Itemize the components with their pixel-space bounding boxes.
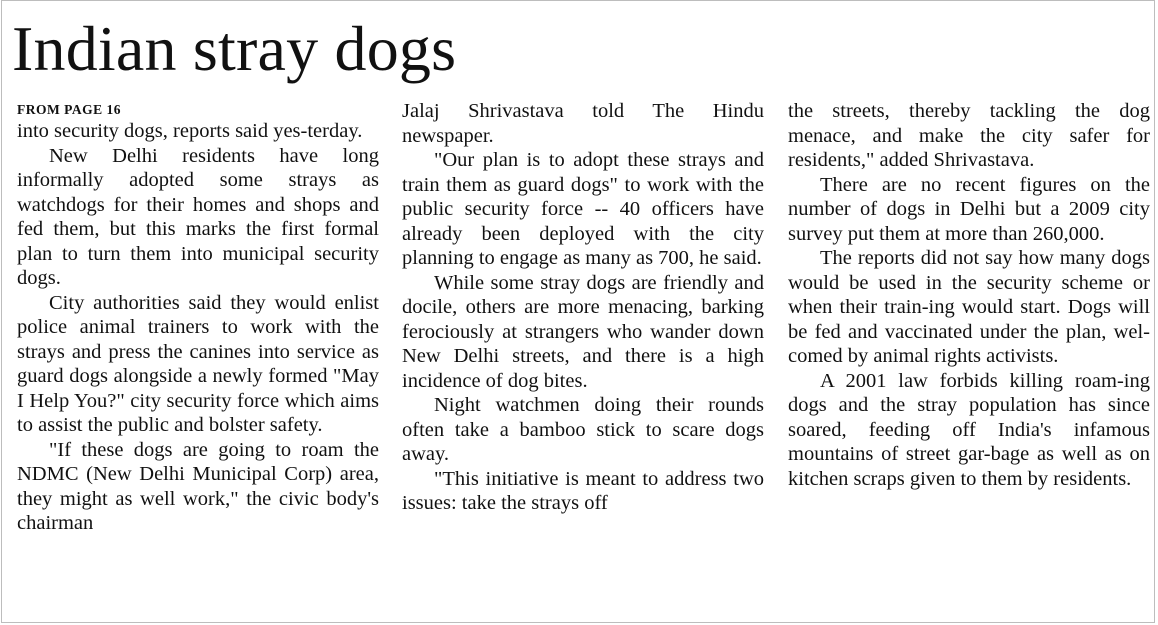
article-column-3 [788,99,1150,491]
paragraph: A 2001 law forbids killing roam-ing dogs and the stray population has since soared, feeding off India's infamous mountains of street gar-bage as well as on kitchen scraps given to them by residents. [788,369,1150,490]
paragraph: into security dogs, reports said yes-terday. [17,120,363,142]
paragraph: the streets, thereby tackling the dog menace, and make the city safer for residents," added Shrivastava. [788,100,1150,171]
paragraph: Jalaj Shrivastava told The Hindu newspaper. [402,100,764,147]
paragraph: "If these dogs are going to roam the NDMC (New Delhi Municipal Corp) area, they might as well work," the civic body's chairman [17,438,379,534]
paragraph: The reports did not say how many dogs would be used in the security scheme or when their train-ing would start. Dogs will be fed and vaccinated under the plan, wel-comed by animal rights activists. [788,247,1150,367]
paragraph: Night watchmen doing their rounds often take a bamboo stick to scare dogs away. [402,394,764,465]
paragraph: New Delhi residents have long informally adopted some strays as watchdogs for their homes and shops and fed them, but this marks the first formal plan to turn them into municipal security dogs. [17,144,379,289]
paragraph: While some stray dogs are friendly and docile, others are more menacing, barking ferociously at strangers who wander down New Delhi streets, and there is a high incidence of dog bites. [402,271,764,392]
paragraph: "This initiative is meant to address two issues: take the strays off [402,467,764,514]
headline: Indian stray dogs [12,13,457,84]
paragraph: There are no recent figures on the number of dogs in Delhi but a 2009 city survey put them at more than 260,000. [788,173,1150,245]
article-column-2 [402,99,764,516]
article-column-1 [17,99,379,536]
newspaper-clipping [1,0,1155,623]
paragraph: "Our plan is to adopt these strays and train them as guard dogs" to work with the public security force -- 40 officers have already been deployed with the city planning to engage as many as 700, he said. [402,149,764,269]
paragraph: City authorities said they would enlist police animal trainers to work with the strays and press the canines into service as guard dogs alongside a newly formed "May I Help You?" city security force which aims to assist the public and bolster safety. [17,291,379,436]
jump-line: FROM PAGE 16 [17,102,121,117]
